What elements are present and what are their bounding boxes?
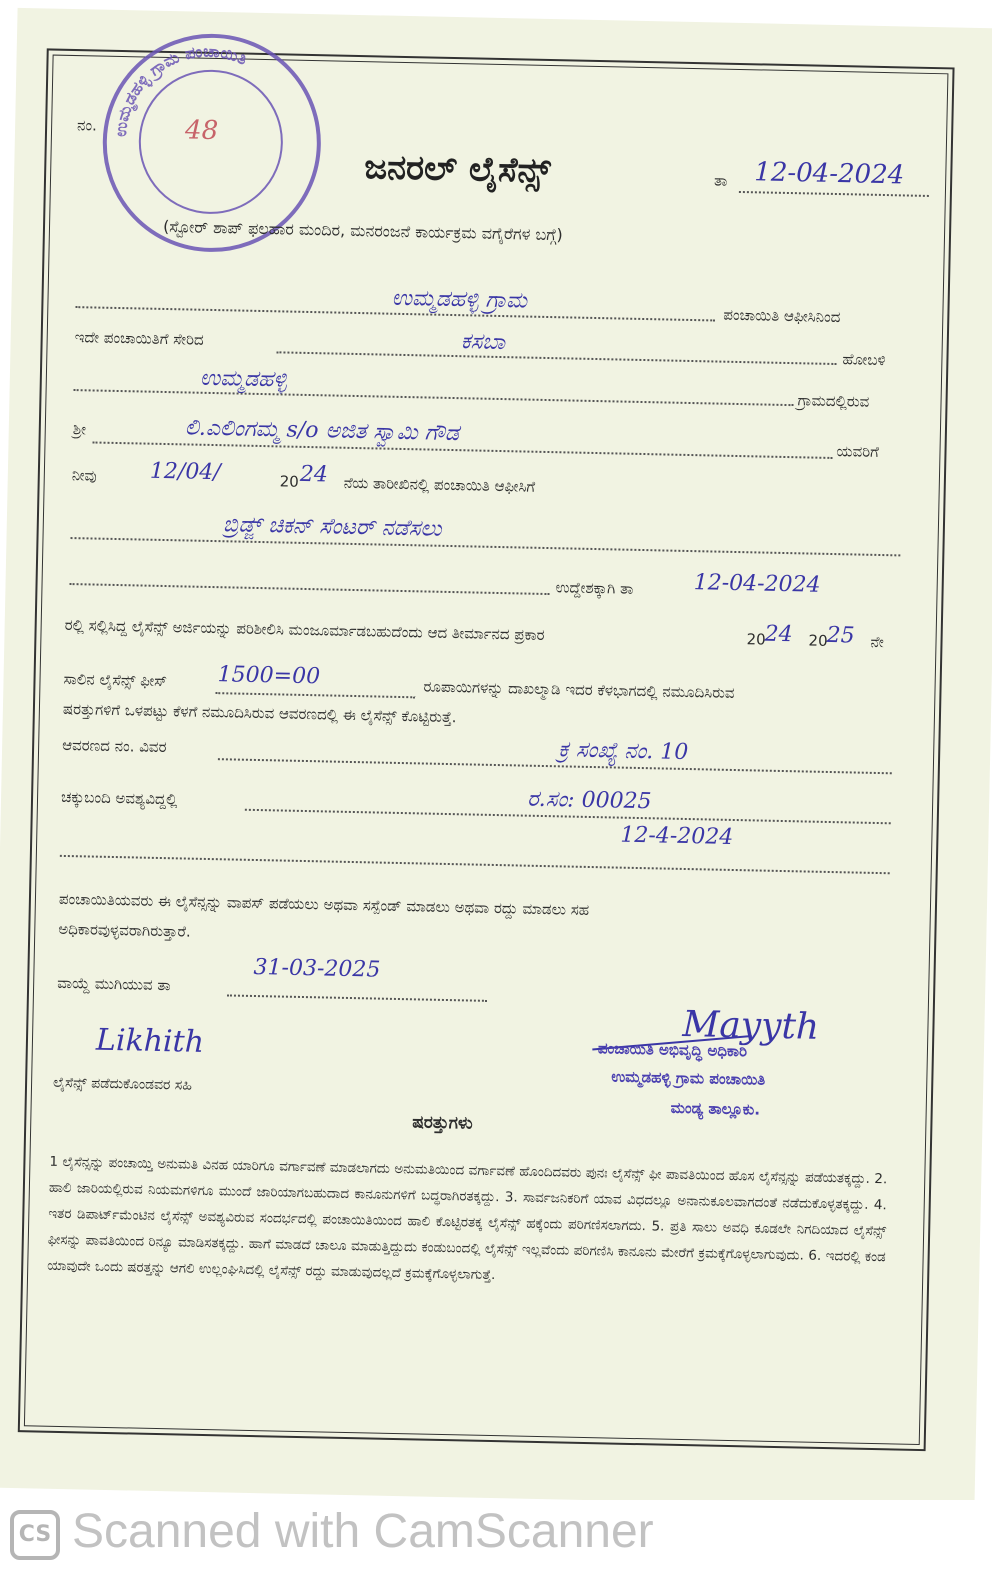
conditions-intro: ಷರತ್ತುಗಳಿಗೆ ಒಳಪಟ್ಟು ಕೆಳಗೆ ನಮೂದಿಸಿರುವ ಆವರಣದಲ್ಲಿ ಈ ಲೈಸೆನ್ಸ್ ಕೊಟ್ಟಿರುತ್ತೆ. <box>62 699 457 727</box>
receipt-number: ರ.ಸಂ: 00025 <box>526 786 652 815</box>
hobli-suffix: ಹೋಬಳಿ <box>842 350 886 370</box>
officer-taluk: ಮಂಡ್ಯ ತಾಲ್ಲೂಕು. <box>670 1098 761 1119</box>
year-from-hw: 24 <box>764 621 793 648</box>
document-subtitle: (ಸ್ಟೋರ್ ಶಾಪ್ ಫಲಹಾರ ಮಂದಿರ, ಮನರಂಜನೆ ಕಾರ್ಯಕ್ರಮ ವಗೈರೆಗಳ ಬಗ್ಗೆ) <box>162 216 563 245</box>
issue-date: 12-04-2024 <box>754 157 905 191</box>
officer-panchayat: ಉಮ್ಮಡಹಳ್ಳಿ ಗ್ರಾಮ ಪಂಚಾಯಿತಿ <box>611 1067 766 1089</box>
hobli-name: ಕಸಬಾ <box>460 329 506 356</box>
application-year-print: 20 <box>279 472 300 491</box>
receipt-date: 12-4-2024 <box>620 822 734 850</box>
expiry-date: 31-03-2025 <box>253 954 381 983</box>
licensee-signature-label: ಲೈಸೆನ್ಸ್ ಪಡೆದುಕೊಂಡವರ ಸಹಿ <box>52 1074 193 1094</box>
premises-label: ಆವರಣದ ನಂ. ವಿವರ <box>61 735 167 757</box>
year-to-print: 20 <box>808 631 828 650</box>
officer-signature: Mayyth <box>682 1003 820 1048</box>
year-suffix: ನೇ <box>870 632 884 652</box>
terms-heading: ಷರತ್ತುಗಳು <box>412 1112 473 1134</box>
purpose-date: 12-04-2024 <box>693 570 821 598</box>
office-suffix: ಪಂಚಾಯಿತಿ ಆಫೀಸಿನಿಂದ <box>723 305 841 327</box>
expiry-label: ವಾಯ್ದೆ ಮುಗಿಯುವ ತಾ <box>57 973 171 995</box>
camscanner-logo-icon: CS <box>10 1510 60 1560</box>
application-suffix: ನೆಯ ತಾರೀಖಿನಲ್ಲಿ ಪಂಚಾಯಿತಿ ಆಫೀಸಿಗೆ <box>343 473 536 496</box>
village-suffix: ಗ್ರಾಮದಲ್ಲಿರುವ <box>797 391 870 411</box>
stamp-text: ಉಮ್ಮಡಹಳ್ಳಿ ಗ್ರಾಮ ಪಂಚಾಯಿತಿ <box>110 41 250 138</box>
fee-suffix: ರೂಪಾಯಿಗಳನ್ನು ದಾಖಲ್ಮಾಡಿ ಇದರ ಕೆಳಭಾಗದಲ್ಲಿ ನಮೂದಿಸಿರುವ <box>423 677 735 702</box>
year-from-print: 20 <box>746 630 766 649</box>
fee-prefix: ಸಾಲಿನ ಲೈಸೆನ್ಸ್ ಫೀಸ್ <box>63 669 168 691</box>
document-title: ಜನರಲ್ ಲೈಸೆನ್ಸ್ <box>363 147 552 192</box>
revocation-text-2: ಅಧಿಕಾರವುಳ್ಳವರಾಗಿರುತ್ತಾರೆ. <box>58 919 191 941</box>
number-label: ನಂ. <box>76 116 98 135</box>
business-purpose: ಬ್ರಿಡ್ಜ್ ಚಿಕನ್ ಸೆಂಟರ್ ನಡೆಸಲು <box>222 512 442 542</box>
application-date: 12/04/ <box>149 458 221 486</box>
premises-number: ಕ್ರ ಸಂಖ್ಯೆ ನಂ. 10 <box>557 737 689 766</box>
approval-text: ರಲ್ಲಿ ಸಲ್ಲಿಸಿದ್ದ ಲೈಸೆನ್ಸ್ ಅರ್ಜಿಯನ್ನು ಪರಿಶೀಲಿಸಿ ಮಂಜೂರ್ಮಾಡಬಹುದೆಂದು ಆದ ತೀರ್ಮಾನದ ಪ್ರಕಾರ <box>64 615 545 644</box>
shri-prefix: ಶ್ರೀ <box>72 420 87 439</box>
licensee-signature: Likhith <box>95 1022 205 1060</box>
license-fee: 1500=00 <box>217 662 321 690</box>
scanner-watermark-bar <box>0 1500 992 1574</box>
application-prefix: ನೀವು <box>71 466 97 485</box>
panchayat-prefix: ಇದೇ ಪಂಚಾಯಿತಿಗೆ ಸೇರಿದ <box>74 328 204 349</box>
licensee-suffix: ಯವರಿಗೆ <box>836 442 880 461</box>
stamp-number: 48 <box>184 115 219 147</box>
date-label: ತಾ <box>713 171 728 190</box>
village-handwritten: ಉಮ್ಮಡಹಳ್ಳಿ <box>199 365 288 393</box>
officer-designation: ಪಂಚಾಯಿತಿ ಅಭಿವೃದ್ಧಿ ಅಧಿಕಾರಿ <box>597 1039 748 1061</box>
license-paper <box>0 8 992 1500</box>
scanner-watermark: Scanned with CamScanner <box>72 1505 654 1558</box>
terms-paragraph: 1 ಲೈಸೆನ್ಸನ್ನು ಪಂಚಾಯ್ತಿ ಅನುಮತಿ ವಿನಹ ಯಾರಿಗೂ ವರ್ಗಾವಣೆ ಮಾಡಲಾಗದು ಅನುಮತಿಯಿಂದ ವರ್ಗಾವಣೆ ಹೊಂದಿದವರು ಪುನಃ ಲೈಸೆನ್ಸ್ ಫೀ ಪಾವತಿಯಿಂದ ಹೊಸ ಲೈಸೆನ್ಸನ್ನು ಪಡೆಯತಕ್ಕದ್ದು. 2. ಹಾಲಿ ಜಾರಿಯಲ್ಲಿರುವ ನಿಯಮಗಳಿಗೂ ಮುಂದೆ ಜಾರಿಯಾಗಬಹುದಾದ ಕಾನೂನುಗಳಿಗೆ ಬದ್ಧರಾಗಿರತಕ್ಕದ್ದು. 3. ಸಾರ್ವಜನಿಕರಿಗೆ ಯಾವ ವಿಧದಲ್ಲೂ ಅನಾನುಕೂಲವಾಗದಂತೆ ನಡೆದುಕೊಳ್ಳತಕ್ಕದ್ದು. 4. ಇತರ ಡಿಪಾರ್ಟ್‌ಮೆಂಟಿನ ಲೈಸೆನ್ಸ್ ಅವಶ್ಯವಿರುವ ಸಂದರ್ಭದಲ್ಲಿ ಪಂಚಾಯಿತಿಯಿಂದ ಹಾಲಿ ಕೊಟ್ಟಿರತಕ್ಕ ಲೈಸೆನ್ಸ್ ಹಕ್ಕೆಂದು ಪರಿಗಣಿಸಲಾಗದು. 5. ಪ್ರತಿ ಸಾಲು ಅವಧಿ ಕೂಡಲೇ ನಿಗದಿಯಾದ ಲೈಸೆನ್ಸ್ ಫೀಸನ್ನು ಪಾವತಿಯಿಂದ ರಿನ್ಯೂ ಮಾಡಿಸತಕ್ಕದ್ದು. ಹಾಗೆ ಮಾಡದೆ ಚಾಲೂ ಮಾಡುತ್ತಿದ್ದುದು ಕಂಡುಬಂದಲ್ಲಿ ಲೈಸೆನ್ಸ್ ಇಲ್ಲವೆಂದು ಪರಿಗಣಿಸಿ ಕಾನೂನು ಮೇರೆಗೆ ಕ್ರಮಕ್ಕೆಗೊಳ್ಳಲಾಗುವುದು. 6. ಇದರಲ್ಲಿ ಕಂಡ ಯಾವುದೇ ಒಂದು ಷರತ್ತನ್ನು ಆಗಲಿ ಉಲ್ಲಂಘಿಸಿದಲ್ಲಿ ಲೈಸೆನ್ಸ್ ರದ್ದು ಮಾಡುವುದಲ್ಲದೆ ಕ್ರಮಕ್ಕೆಗೊಳ್ಳಲಾಗುತ್ತೆ. <box>47 1153 888 1284</box>
village-name: ಉಮ್ಮಡಹಳ್ಳಿ ಗ್ರಾಮ <box>391 285 528 314</box>
licensee-name: ಲಿ.ಎಲಿಂಗಮ್ಮ s/o ಅಜಿತ ಸ್ವಾಮಿ ಗೌಡ <box>184 415 460 447</box>
revocation-text: ಪಂಚಾಯಿತಿಯವರು ಈ ಲೈಸೆನ್ಸನ್ನು ವಾಪಸ್ ಪಡೆಯಲು ಅಥವಾ ಸಸ್ಪೆಂಡ್ ಮಾಡಲು ಅಥವಾ ರದ್ದು ಮಾಡಲು ಸಹ <box>58 889 590 919</box>
boundary-label: ಚಕ್ಕುಬಂದಿ ಅವಶ್ಯವಿದ್ದಲ್ಲಿ <box>60 787 178 809</box>
purpose-suffix: ಉದ್ದೇಶಕ್ಕಾಗಿ ತಾ <box>555 578 634 598</box>
year-to-hw: 25 <box>826 622 855 649</box>
application-year-hw: 24 <box>299 461 329 488</box>
